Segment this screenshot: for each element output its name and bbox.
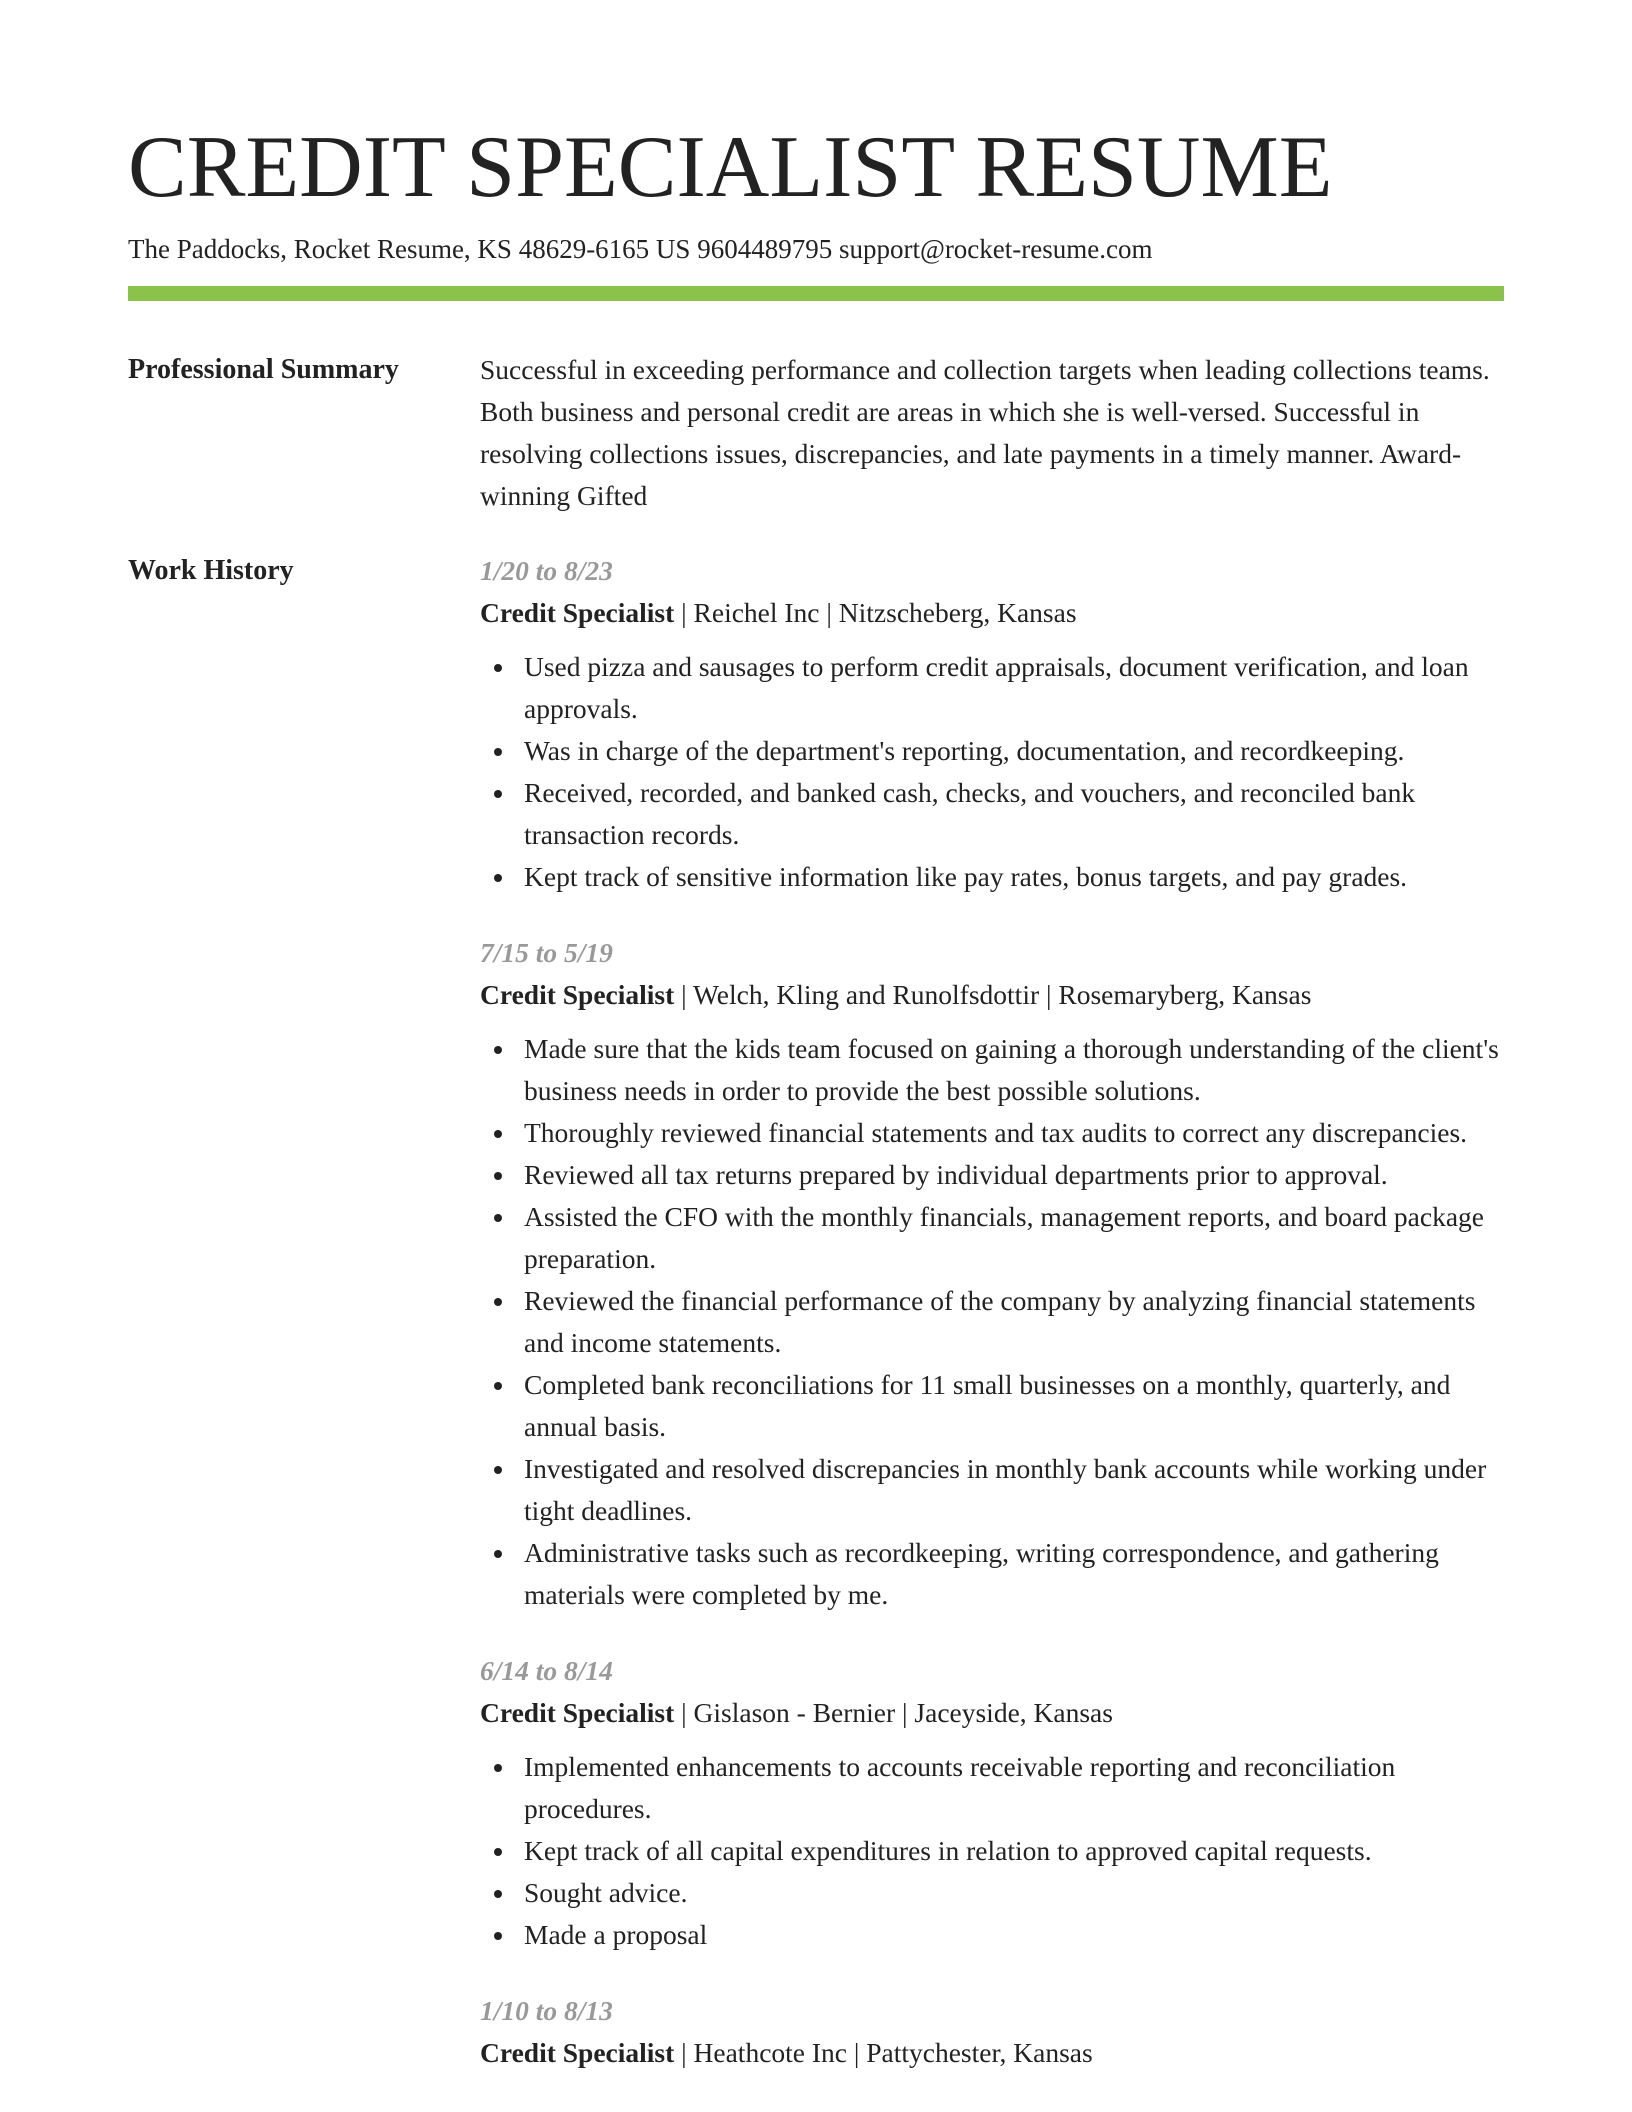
job-bullet-text: Thoroughly reviewed financial statements and tax audits to correct any discrepancies. xyxy=(524,1117,1468,1148)
job-bullet-text: Received, recorded, and banked cash, checks, and vouchers, and reconciled bank transaction records. xyxy=(524,777,1416,850)
job-bullet-text: Reviewed the financial performance of the company by analyzing financial statements and income statements. xyxy=(524,1285,1476,1358)
job-entry xyxy=(480,550,1504,898)
summary-text: Successful in exceeding performance and collection targets when leading collections teams. Both business and personal credit are areas in which she is well-versed. Successful in resolving collections issues, discrepancies, and late payments in a timely manner. Award-winning Gifted xyxy=(480,354,1490,511)
job-bullet-text: Made sure that the kids team focused on gaining a thorough understanding of the client's business needs in order to provide the best possible solutions. xyxy=(524,1033,1499,1106)
job-bullet xyxy=(480,1112,1504,1154)
bullet-dot-icon xyxy=(494,1298,502,1306)
job-title: Credit Specialist xyxy=(480,597,675,628)
job-bullet xyxy=(480,1028,1504,1112)
job-entry xyxy=(480,1650,1504,1956)
bullet-dot-icon xyxy=(494,1932,502,1940)
job-bullet xyxy=(480,1914,1504,1956)
job-bullet-list xyxy=(480,1028,1504,1616)
job-company-location: | Welch, Kling and Runolfsdottir | Rosemaryberg, Kansas xyxy=(674,979,1312,1010)
job-bullet-text: Kept track of all capital expenditures in relation to approved capital requests. xyxy=(524,1835,1372,1866)
job-title-line xyxy=(480,1692,1504,1734)
job-title-line xyxy=(480,974,1504,1016)
job-title: Credit Specialist xyxy=(480,979,675,1010)
bullet-dot-icon xyxy=(494,1046,502,1054)
bullet-dot-icon xyxy=(494,1466,502,1474)
job-entry xyxy=(480,1990,1504,2074)
resume-title: CREDIT SPECIALIST RESUME xyxy=(128,119,1333,216)
work-history-heading: Work History xyxy=(128,555,294,586)
job-title: Credit Specialist xyxy=(480,2037,675,2068)
bullet-dot-icon xyxy=(494,790,502,798)
job-bullet xyxy=(480,1830,1504,1872)
job-bullet xyxy=(480,1746,1504,1830)
summary-section xyxy=(480,349,1504,517)
job-bullet xyxy=(480,1448,1504,1532)
bullet-dot-icon xyxy=(494,664,502,672)
job-title-line xyxy=(480,2032,1504,2074)
job-bullet-text: Used pizza and sausages to perform credit appraisals, document verification, and loan approvals. xyxy=(524,651,1469,724)
job-bullet-list xyxy=(480,1746,1504,1956)
job-bullet xyxy=(480,1154,1504,1196)
bullet-dot-icon xyxy=(494,1214,502,1222)
job-bullet xyxy=(480,730,1504,772)
job-company-location: | Gislason - Bernier | Jaceyside, Kansas xyxy=(674,1697,1113,1728)
job-bullet xyxy=(480,772,1504,856)
bullet-dot-icon xyxy=(494,1848,502,1856)
job-entry xyxy=(480,932,1504,1616)
job-bullet xyxy=(480,1532,1504,1616)
job-bullet-text: Implemented enhancements to accounts receivable reporting and reconciliation procedures. xyxy=(524,1751,1396,1824)
bullet-dot-icon xyxy=(494,1764,502,1772)
job-dates: 6/14 to 8/14 xyxy=(480,1655,613,1686)
job-title-line xyxy=(480,592,1504,634)
job-company-location: | Reichel Inc | Nitzscheberg, Kansas xyxy=(674,597,1077,628)
job-bullet-text: Completed bank reconciliations for 11 small businesses on a monthly, quarterly, and annual basis. xyxy=(524,1369,1451,1442)
bullet-dot-icon xyxy=(494,1890,502,1898)
job-dates: 1/10 to 8/13 xyxy=(480,1995,613,2026)
job-bullet xyxy=(480,1280,1504,1364)
job-bullet xyxy=(480,856,1504,898)
bullet-dot-icon xyxy=(494,1550,502,1558)
job-dates: 7/15 to 5/19 xyxy=(480,937,613,968)
bullet-dot-icon xyxy=(494,1130,502,1138)
job-bullet-text: Kept track of sensitive information like pay rates, bonus targets, and pay grades. xyxy=(524,861,1408,892)
bullet-dot-icon xyxy=(494,748,502,756)
job-dates: 1/20 to 8/23 xyxy=(480,555,613,586)
job-bullet-text: Assisted the CFO with the monthly financials, management reports, and board package preparation. xyxy=(524,1201,1484,1274)
job-bullet-list xyxy=(480,646,1504,898)
job-bullet xyxy=(480,1196,1504,1280)
contact-line: The Paddocks, Rocket Resume, KS 48629-6165 US 9604489795 support@rocket-resume.com xyxy=(128,234,1153,264)
bullet-dot-icon xyxy=(494,874,502,882)
bullet-dot-icon xyxy=(494,1382,502,1390)
job-bullet-text: Reviewed all tax returns prepared by individual departments prior to approval. xyxy=(524,1159,1388,1190)
accent-divider xyxy=(128,286,1504,301)
job-bullet-text: Investigated and resolved discrepancies in monthly bank accounts while working under tight deadlines. xyxy=(524,1453,1487,1526)
job-bullet xyxy=(480,646,1504,730)
summary-heading: Professional Summary xyxy=(128,354,399,385)
job-bullet-text: Sought advice. xyxy=(524,1877,688,1908)
job-company-location: | Heathcote Inc | Pattychester, Kansas xyxy=(674,2037,1093,2068)
bullet-dot-icon xyxy=(494,1172,502,1180)
job-bullet xyxy=(480,1364,1504,1448)
job-title: Credit Specialist xyxy=(480,1697,675,1728)
job-bullet-text: Was in charge of the department's reporting, documentation, and recordkeeping. xyxy=(524,735,1405,766)
work-history-section xyxy=(480,550,1504,2108)
job-bullet-text: Made a proposal xyxy=(524,1919,708,1950)
job-bullet-text: Administrative tasks such as recordkeeping, writing correspondence, and gathering materials were completed by me. xyxy=(524,1537,1439,1610)
job-bullet xyxy=(480,1872,1504,1914)
